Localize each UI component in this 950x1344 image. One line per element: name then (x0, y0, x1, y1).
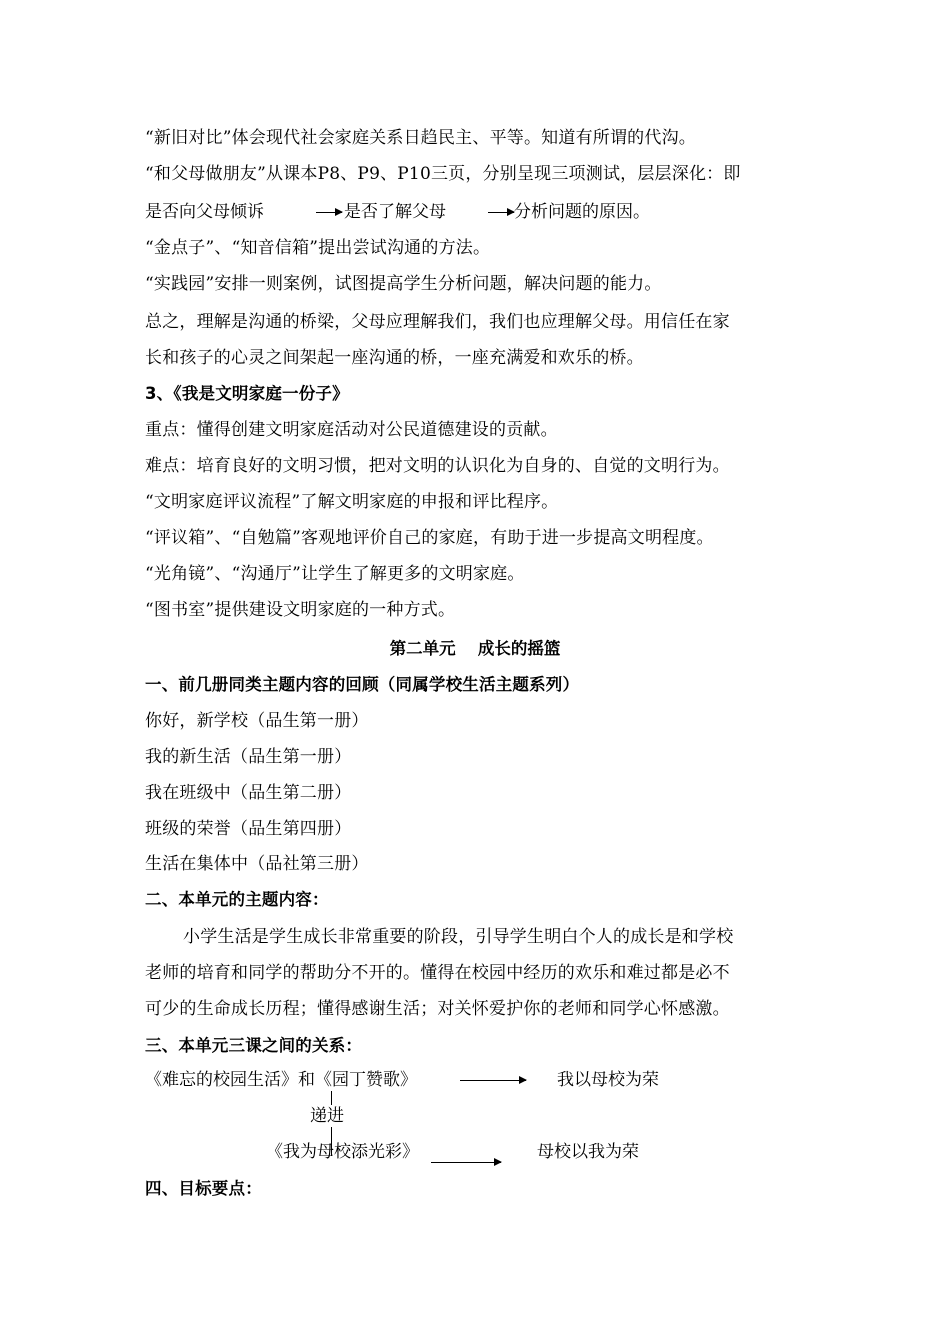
section-heading: 二、本单元的主题内容： (145, 890, 329, 909)
text-line: “和父母做朋友”从课本P8、P9、P10三页，分别呈现三项测试，层层深化：即 (145, 164, 741, 184)
text-line: “文明家庭评议流程”了解文明家庭的申报和评比程序。 (145, 492, 559, 512)
diagram-relation: 递进 (310, 1106, 344, 1126)
arrow-icon (431, 1162, 501, 1163)
text-line: “图书室”提供建设文明家庭的一种方式。 (145, 600, 456, 620)
paragraph-line: 老师的培育和同学的帮助分不开的。懂得在校园中经历的欢乐和难过都是必不 (145, 963, 730, 983)
text-line: “新旧对比”体会现代社会家庭关系日趋民主、平等。知道有所谓的代沟。 (145, 128, 696, 148)
text-line: 长和孩子的心灵之间架起一座沟通的桥，一座充满爱和欢乐的桥。 (145, 348, 644, 368)
diagram-lessons-top: 《难忘的校园生活》和《园丁赞歌》 (145, 1070, 417, 1090)
review-item: 你好，新学校（品生第一册） (145, 711, 369, 731)
review-item: 生活在集体中（品社第三册） (145, 854, 369, 874)
arrow-icon (460, 1080, 526, 1081)
paragraph-line: 小学生活是学生成长非常重要的阶段，引导学生明白个人的成长是和学校 (183, 927, 734, 947)
key-point: 重点：懂得创建文明家庭活动对公民道德建设的贡献。 (145, 420, 558, 440)
section-heading: 四、目标要点： (145, 1179, 262, 1198)
text-line: “光角镜”、“沟通厅”让学生了解更多的文明家庭。 (145, 564, 525, 584)
flow-step-2: 是否了解父母 (344, 202, 446, 222)
text-line: “评议箱”、“自勉篇”客观地评价自己的家庭，有助于进一步提高文明程度。 (145, 528, 714, 548)
difficulty-point: 难点：培育良好的文明习惯，把对文明的认识化为自身的、自觉的文明行为。 (145, 456, 730, 476)
diagram-lesson-bottom: 《我为母校添光彩》 (266, 1142, 419, 1162)
section-heading: 三、本单元三课之间的关系： (145, 1036, 363, 1055)
text-line: 总之，理解是沟通的桥梁，父母应理解我们，我们也应理解父母。用信任在家 (145, 312, 730, 332)
diagram-result-bottom: 母校以我为荣 (537, 1142, 639, 1162)
paragraph-line: 可少的生命成长历程；懂得感谢生活；对关怀爱护你的老师和同学心怀感激。 (145, 999, 730, 1019)
section-heading: 一、前几册同类主题内容的回顾（同属学校生活主题系列） (145, 675, 580, 694)
diagram-result-top: 我以母校为荣 (557, 1070, 659, 1090)
review-item: 我在班级中（品生第二册） (145, 783, 352, 803)
text-line: “金点子”、“知音信箱”提出尝试沟通的方法。 (145, 238, 491, 258)
review-item: 班级的荣誉（品生第四册） (145, 819, 352, 839)
arrow-icon (316, 212, 342, 213)
flow-step-1: 是否向父母倾诉 (145, 202, 264, 222)
review-item: 我的新生活（品生第一册） (145, 747, 352, 767)
flow-step-3: 分析问题的原因。 (514, 202, 650, 222)
arrow-icon (488, 212, 514, 213)
unit-title: 第二单元 成长的摇篮 (389, 639, 561, 658)
text-line: “实践园”安排一则案例，试图提高学生分析问题，解决问题的能力。 (145, 274, 662, 294)
lesson-heading: 3、《我是文明家庭一份子》 (145, 384, 349, 403)
